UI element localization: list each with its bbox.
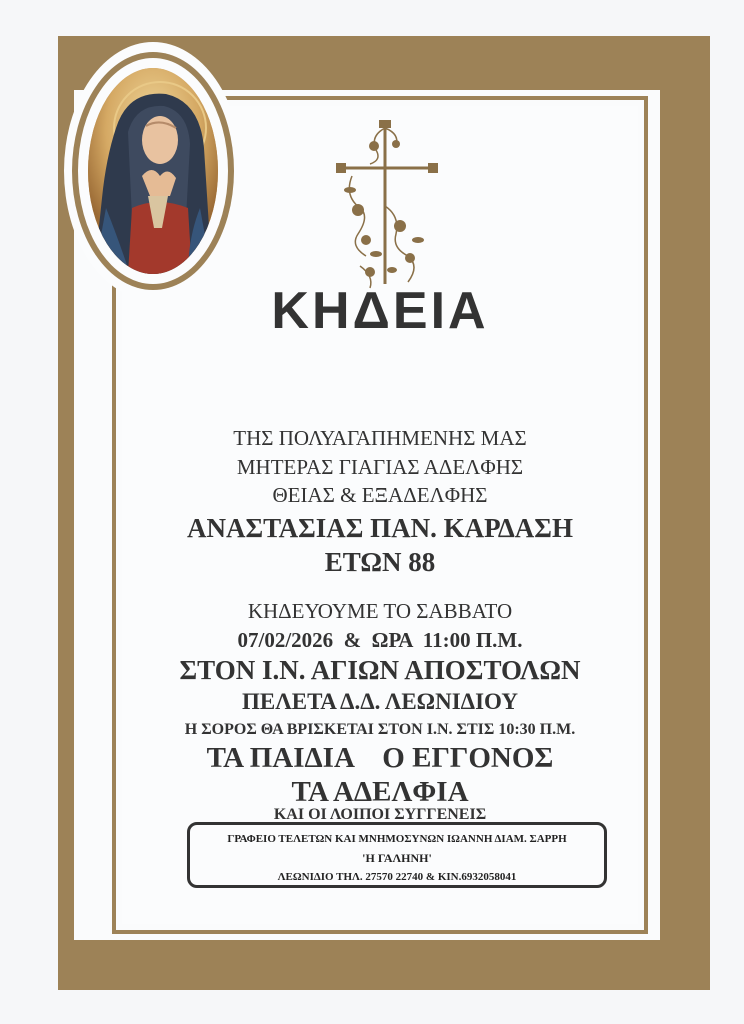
office-line: ΓΡΑΦΕΙΟ ΤΕΛΕΤΩΝ ΚΑΙ ΜΝΗΜΟΣΥΝΩΝ ΙΩΑΝΝΗ ΔΙΑΜ. ΣΑΡΡΗ [227, 833, 567, 845]
office-contact: ΛΕΩΝΙΔΙΟ ΤΗΛ. 27570 22740 & ΚΙΝ.6932058041 [277, 871, 517, 883]
mourners-line-3: ΚΑΙ ΟΙ ΛΟΙΠΟΙ ΣΥΓΓΕΝΕΙΣ [273, 806, 487, 822]
mourners-line-2: ΤΑ ΑΔΕΛΦΙΑ [291, 776, 469, 808]
deceased-name: ΑΝΑΣΤΑΣΙΑΣ ΠΑΝ. ΚΑΡΔΑΣΗ [187, 513, 573, 543]
funeral-datetime: 07/02/2026 & ΩΡΑ 11:00 Π.Μ. [237, 628, 523, 652]
floral-cross-icon [330, 116, 440, 296]
office-name: 'Η ΓΑΛΗΝΗ' [362, 851, 432, 865]
location-line: ΠΕΛΕΤΑ Δ.Δ. ΛΕΩΝΙΔΙΟΥ [242, 689, 518, 714]
intro-line-1: ΤΗΣ ΠΟΛΥΑΓΑΠΗΜΕΝΗΣ ΜΑΣ [233, 426, 527, 450]
intro-line-2: ΜΗΤΕΡΑΣ ΓΙΑΓΙΑΣ ΑΔΕΛΦΗΣ [236, 455, 524, 479]
mourners-line-1: ΤΑ ΠΑΙΔΙΑ Ο ΕΓΓΟΝΟΣ [206, 742, 554, 774]
funeral-office-box [187, 822, 607, 888]
virgin-mary-icon [88, 68, 218, 274]
intro-line-3: ΘΕΙΑΣ & ΕΞΑΔΕΛΦΗΣ [272, 483, 488, 507]
body-note: Η ΣΟΡΟΣ ΘΑ ΒΡΙΣΚΕΤΑΙ ΣΤΟΝ Ι.Ν. ΣΤΙΣ 10:30 Π.Μ. [184, 721, 576, 738]
church-line: ΣΤΟΝ Ι.Ν. ΑΓΙΩΝ ΑΠΟΣΤΟΛΩΝ [179, 655, 581, 685]
age-line: ΕΤΩΝ 88 [324, 547, 436, 577]
funeral-day: ΚΗΔΕΥΟΥΜΕ ΤΟ ΣΑΒΒΑΤΟ [247, 599, 513, 623]
notice-title: ΚΗΔΕΙΑ [271, 282, 489, 340]
